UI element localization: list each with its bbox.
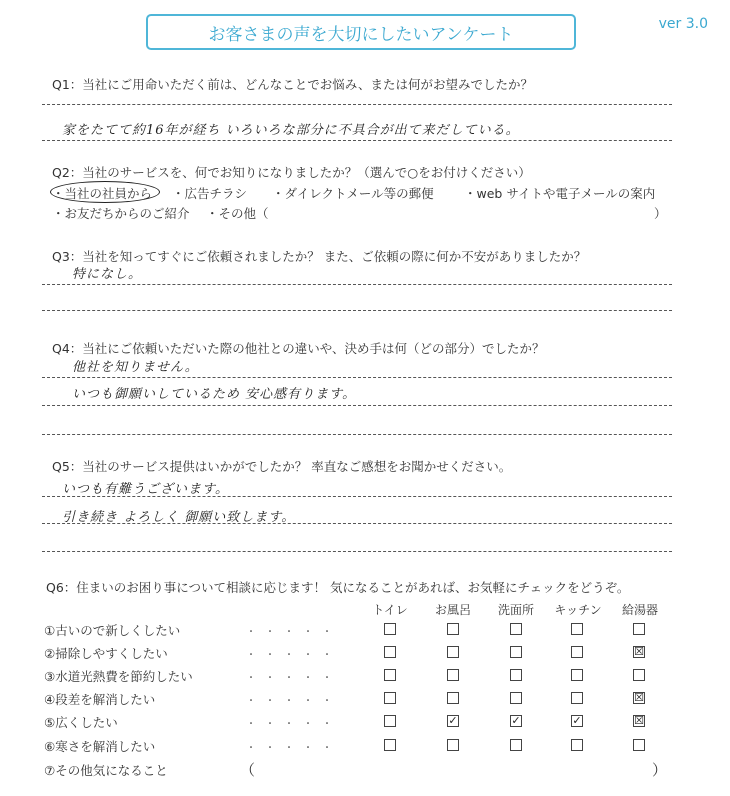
q6-question: Q6：住まいのお困り事について相談に応じます！ 気になることがあれば、お気軽にチェックをどうぞ。 [46,580,630,595]
checkbox-row2-washroom[interactable] [510,646,522,658]
q5-dash-line-1 [42,496,672,497]
q4-dash-line-2 [42,405,672,406]
row-dots-2: ・・・・・ [246,650,341,661]
checkbox-row3-bath[interactable] [447,669,459,681]
checkbox-row3-toilet[interactable] [384,669,396,681]
checkbox-row2-toilet[interactable] [384,646,396,658]
row-other-label: ⑦その他気になること [44,763,168,778]
other-open-paren: （ [240,761,256,779]
column-header-water-heater: 給湯器 [621,603,658,617]
row-dots-1: ・・・・・ [246,627,341,638]
checkbox-row5-water-heater[interactable]: ☒ [634,714,644,727]
checkbox-row4-bath[interactable] [447,692,459,704]
checkbox-row4-water-heater[interactable]: ☒ [634,691,644,704]
checkbox-row1-washroom[interactable] [510,623,522,635]
q2-option-direct-mail[interactable]: ・ダイレクトメール等の郵便 [272,186,434,201]
q4-question: Q4：当社にご依頼いただいた際の他社との違いや、決め手は何（どの部分）でしたか？ [52,341,545,356]
checkbox-row6-water-heater[interactable] [633,739,645,751]
q2-option-other[interactable]: ・その他（ [206,206,269,221]
checkbox-row6-bath[interactable] [447,739,459,751]
q5-dash-line-3 [42,551,672,552]
checkbox-row3-water-heater[interactable] [633,669,645,681]
checkbox-row4-kitchen[interactable] [571,692,583,704]
row-dots-4: ・・・・・ [246,696,341,707]
row-label-3: ③水道光熱費を節約したい [44,669,193,684]
q3-answer[interactable]: 特になし。 [72,267,143,282]
column-header-kitchen: キッチン [554,603,602,617]
q2-other-close-paren: ） [654,206,667,221]
survey-title: お客さまの声を大切にしたいアンケート [208,24,514,45]
checkbox-row5-kitchen[interactable]: ✓ [572,714,582,727]
row-label-5: ⑤広くしたい [44,715,118,730]
q4-dash-line-3 [42,434,672,435]
checkbox-row4-toilet[interactable] [384,692,396,704]
q3-dash-line-2 [42,310,672,311]
q2-option-web[interactable]: ・web サイトや電子メールの案内 [464,186,656,201]
q5-answer-1[interactable]: いつも有難うございます。 [62,482,229,497]
checkbox-row1-toilet[interactable] [384,623,396,635]
checkbox-row5-washroom[interactable]: ✓ [511,714,521,727]
checkbox-row5-bath[interactable]: ✓ [448,714,458,727]
row-label-2: ②掃除しやすくしたい [44,646,168,661]
row-label-1: ①古いので新しくしたい [44,623,181,638]
checkbox-row6-kitchen[interactable] [571,739,583,751]
q3-question: Q3：当社を知ってすぐにご依頼されましたか？ また、ご依頼の際に何か不安がありましたか？ [52,249,587,264]
q2-question: Q2：当社のサービスを、何でお知りになりましたか？（選んで○をお付けください） [52,165,531,180]
row-label-4: ④段差を解消したい [44,692,156,707]
checkbox-row3-washroom[interactable] [510,669,522,681]
q3-dash-line-1 [42,284,672,285]
checkbox-row1-kitchen[interactable] [571,623,583,635]
q4-dash-line-1 [42,377,672,378]
checkbox-row2-water-heater[interactable]: ☒ [634,645,644,658]
row-dots-6: ・・・・・ [246,743,341,754]
q2-option-staff[interactable]: ・当社の社員から [52,186,153,201]
q4-answer-1[interactable]: 他社を知りません。 [72,360,199,375]
row-dots-3: ・・・・・ [246,673,341,684]
row-label-6: ⑥寒さを解消したい [44,739,156,754]
version-label: ver 3.0 [658,16,708,32]
checkbox-row1-water-heater[interactable] [633,623,645,635]
q1-question: Q1：当社にご用命いただく前は、どんなことでお悩み、または何がお望みでしたか？ [52,77,534,92]
q2-option-flyer[interactable]: ・広告チラシ [172,186,248,201]
column-header-washroom: 洗面所 [497,603,534,617]
checkbox-row4-washroom[interactable] [510,692,522,704]
checkbox-row5-toilet[interactable] [384,715,396,727]
q5-dash-line-2 [42,523,672,524]
checkbox-row3-kitchen[interactable] [571,669,583,681]
column-header-bath: お風呂 [434,603,471,617]
q2-option-friends[interactable]: ・お友だちからのご紹介 [52,206,190,221]
q1-dash-line-2 [42,140,672,141]
q1-dash-line-1 [42,104,672,105]
q4-answer-2[interactable]: いつも御願いしているため 安心感有ります。 [72,387,357,402]
survey-title-box [146,14,576,50]
column-header-toilet: トイレ [372,603,408,617]
checkbox-row2-kitchen[interactable] [571,646,583,658]
q1-answer[interactable]: 家をたてて約16年が経ち いろいろな部分に不具合が出て来だしている。 [62,123,520,138]
q5-answer-2[interactable]: 引き続き よろしく 御願い致します。 [62,510,296,525]
q5-question: Q5：当社のサービス提供はいかがでしたか？ 率直なご感想をお聞かせください。 [52,459,512,474]
other-close-paren: ） [652,761,668,779]
checkbox-row2-bath[interactable] [447,646,459,658]
checkbox-row1-bath[interactable] [447,623,459,635]
row-dots-5: ・・・・・ [246,719,341,730]
checkbox-row6-washroom[interactable] [510,739,522,751]
checkbox-row6-toilet[interactable] [384,739,396,751]
